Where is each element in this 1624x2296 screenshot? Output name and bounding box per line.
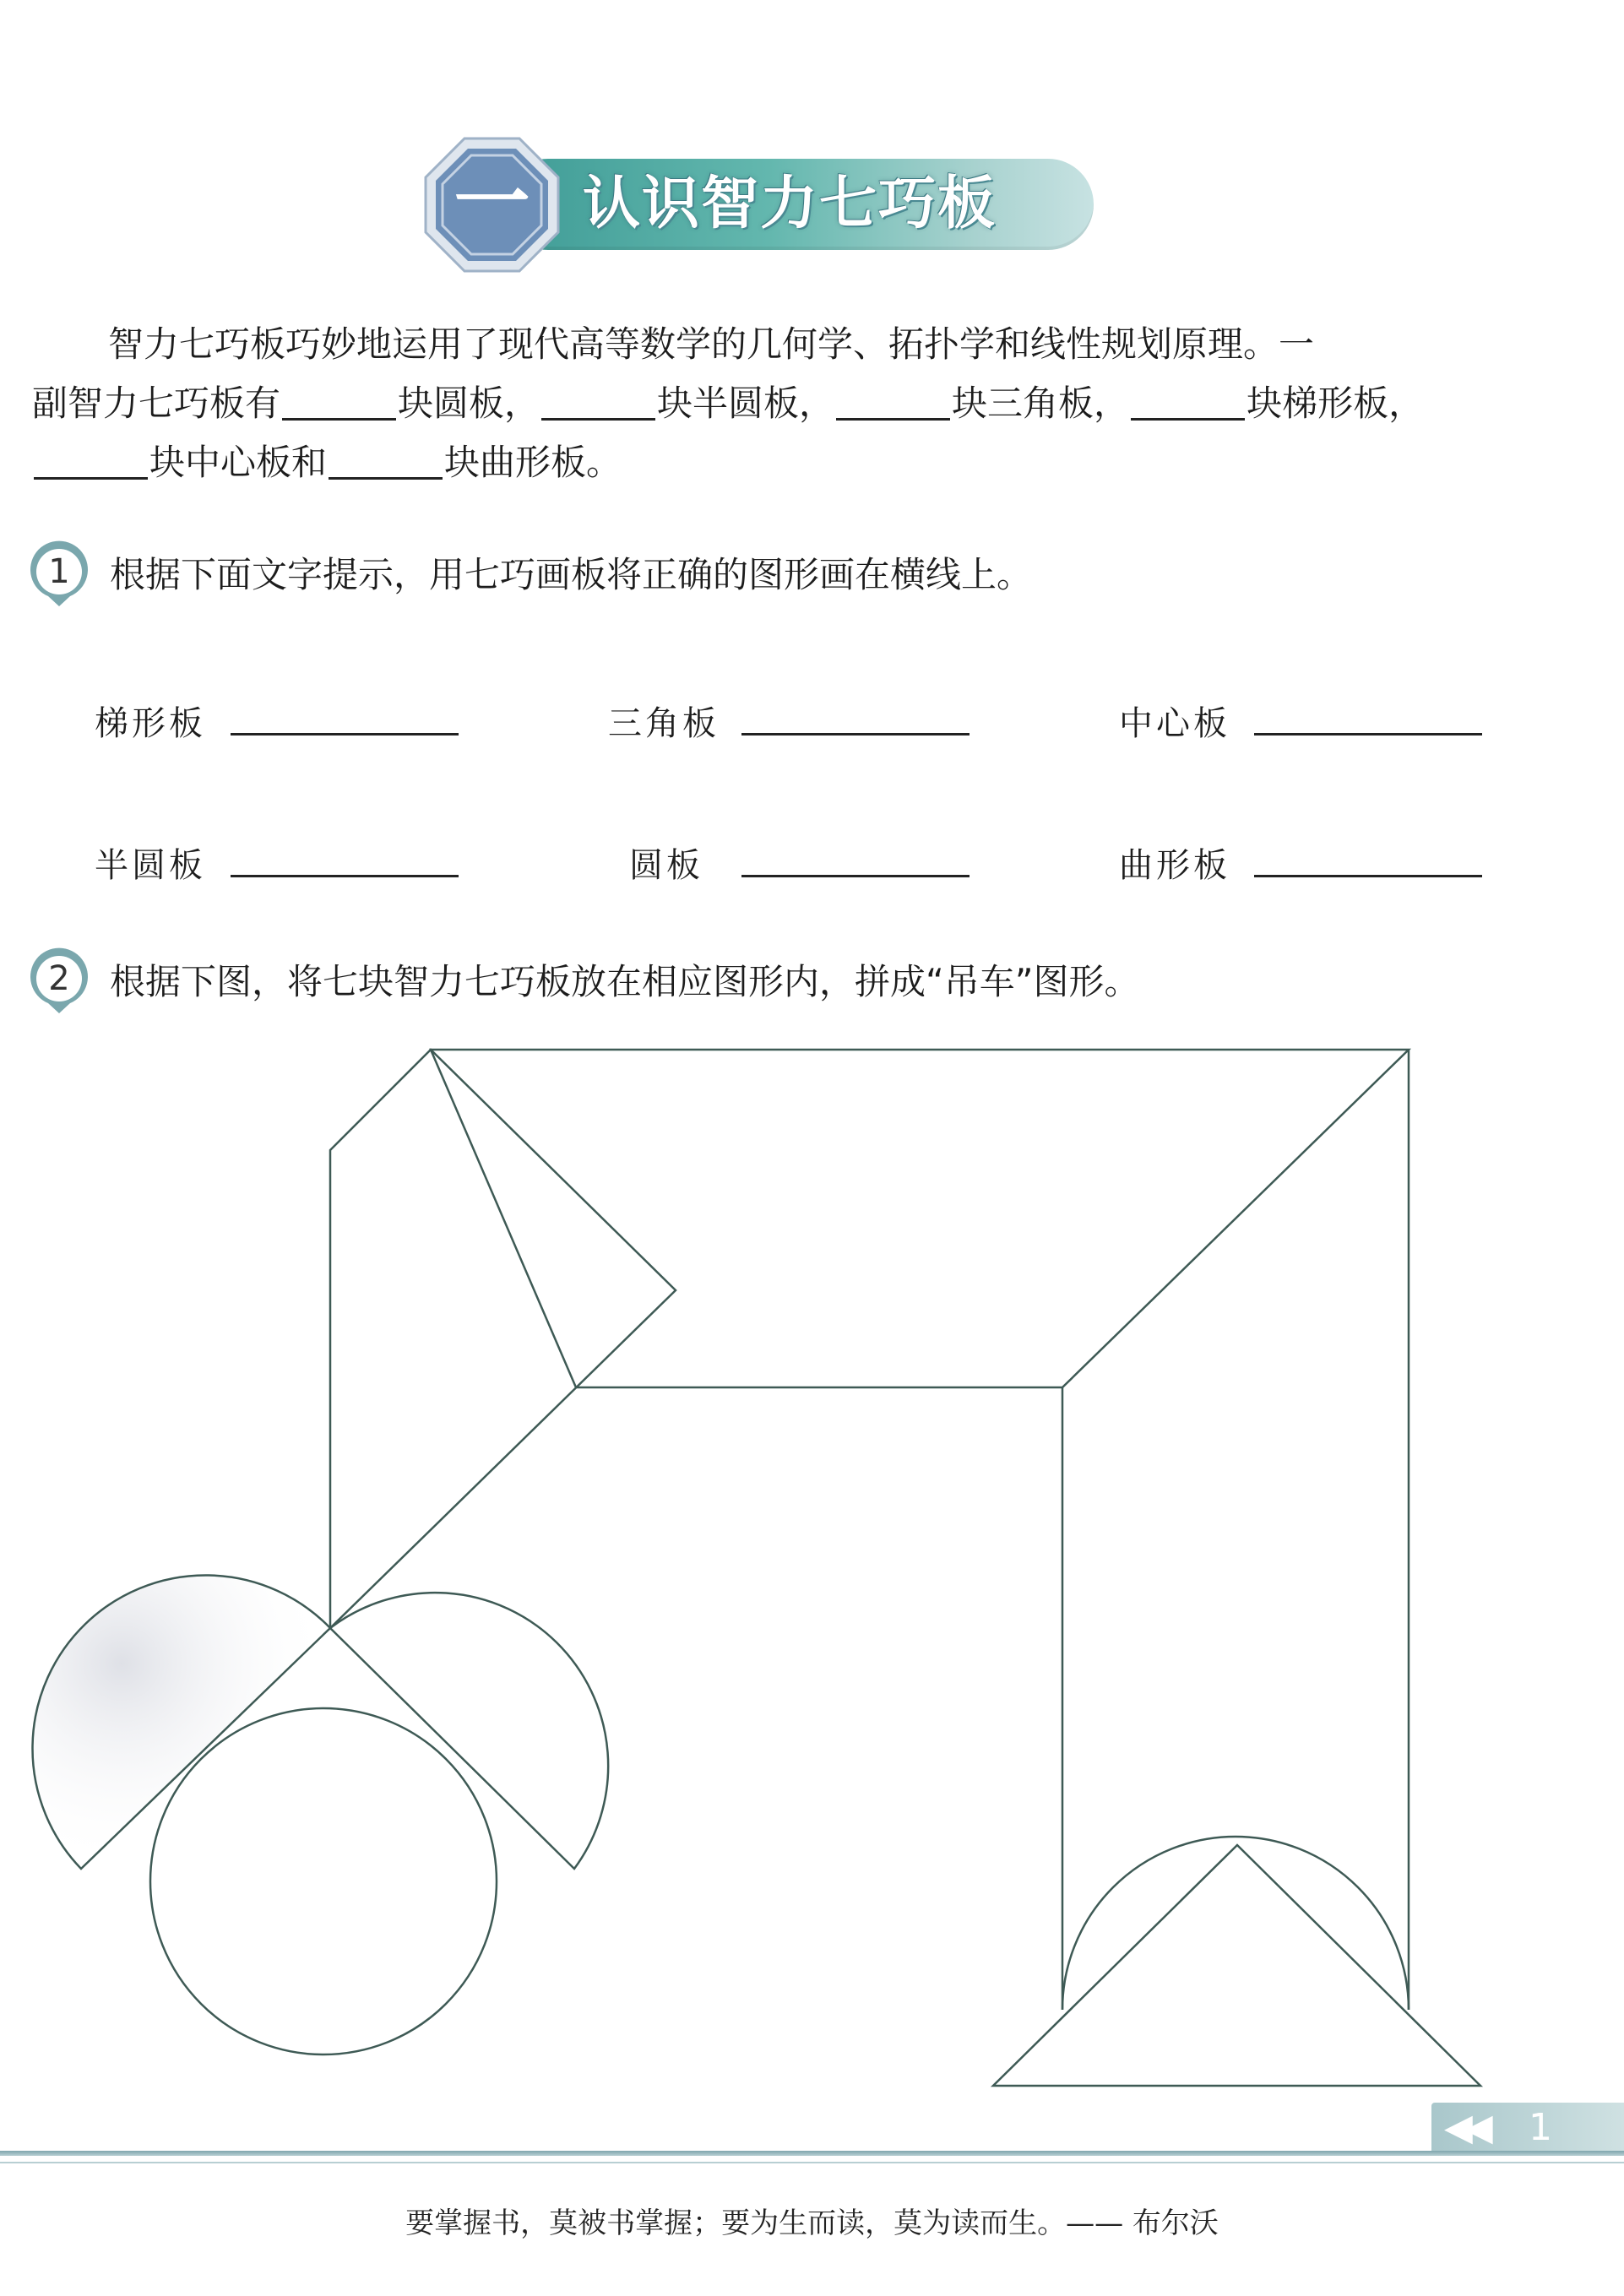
semicircle-piece-right <box>330 1593 608 1869</box>
question-1-badge <box>28 540 94 610</box>
intro-line-1 <box>108 315 1594 374</box>
answer-line-curved[interactable] <box>1254 875 1482 877</box>
intro-text-3b: 块曲形板。 <box>444 442 622 483</box>
label-semicircle: 半圆板 <box>95 846 206 885</box>
blank-circle-count[interactable] <box>282 384 396 421</box>
blank-trapezoid-count[interactable] <box>1131 384 1245 421</box>
intro-line-3 <box>32 433 1518 492</box>
answer-line-circle[interactable] <box>741 875 970 877</box>
semicircle-piece-base <box>1062 1837 1409 2010</box>
footer-rule <box>0 2151 1624 2156</box>
intro-text-1: 智力七巧板巧妙地运用了现代高等数学的几何学、拓扑学和线性规划原理。一 <box>108 323 1315 365</box>
label-center: 中心板 <box>1119 704 1230 743</box>
label-triangle: 三角板 <box>608 704 720 743</box>
label-curved: 曲形板 <box>1119 846 1230 885</box>
curved-piece-arm <box>330 1050 676 1628</box>
intro-text-2b: 块圆板， <box>398 383 540 424</box>
crane-figure <box>0 1030 1624 2111</box>
blank-curved-count[interactable] <box>329 443 443 480</box>
circle-piece-wheel <box>150 1708 497 2054</box>
triangle-piece-base <box>993 1845 1480 2086</box>
intro-text-2d: 块三角板， <box>952 383 1130 424</box>
answer-line-trapezoid[interactable] <box>231 733 459 735</box>
page-title: 认识智力七巧板 <box>583 171 997 237</box>
intro-text-2e: 块梯形板， <box>1247 383 1425 424</box>
intro-text-3a: 块中心板和 <box>149 442 328 483</box>
trapezoid-piece-boom <box>431 1050 1409 1387</box>
footer-quote: 要掌握书，莫被书掌握；要为生而读，莫为读而生。—— 布尔沃 <box>405 2206 1219 2240</box>
answer-line-triangle[interactable] <box>741 733 970 735</box>
label-trapezoid: 梯形板 <box>95 704 206 743</box>
answer-line-semicircle[interactable] <box>231 875 459 877</box>
intro-text-2a: 副智力七巧板有 <box>32 383 281 424</box>
section-number: 一 <box>454 158 530 247</box>
page-number: 1 <box>1529 2106 1552 2149</box>
question-1-text: 根据下面文字提示，用七巧画板将正确的图形画在横线上。 <box>110 554 1033 595</box>
column-piece <box>1062 1050 1409 2010</box>
blank-center-count[interactable] <box>34 443 148 480</box>
intro-line-2 <box>32 374 1518 433</box>
back-arrows-icon: ◀◀ <box>1444 2106 1485 2149</box>
question-2-number: 2 <box>48 959 70 998</box>
title-banner <box>422 135 1098 274</box>
answer-line-center[interactable] <box>1254 733 1482 735</box>
semicircle-piece-left <box>32 1575 330 1869</box>
blank-semicircle-count[interactable] <box>541 384 655 421</box>
footer-rule-thin <box>0 2162 1624 2163</box>
blank-triangle-count[interactable] <box>836 384 950 421</box>
question-2-badge <box>28 947 94 1017</box>
question-2-text: 根据下图，将七块智力七巧板放在相应图形内，拼成“吊车”图形。 <box>110 961 1140 1002</box>
label-circle: 圆板 <box>629 846 703 885</box>
question-1-number: 1 <box>48 552 70 591</box>
intro-text-2c: 块半圆板， <box>657 383 835 424</box>
section-number-badge <box>422 135 562 274</box>
